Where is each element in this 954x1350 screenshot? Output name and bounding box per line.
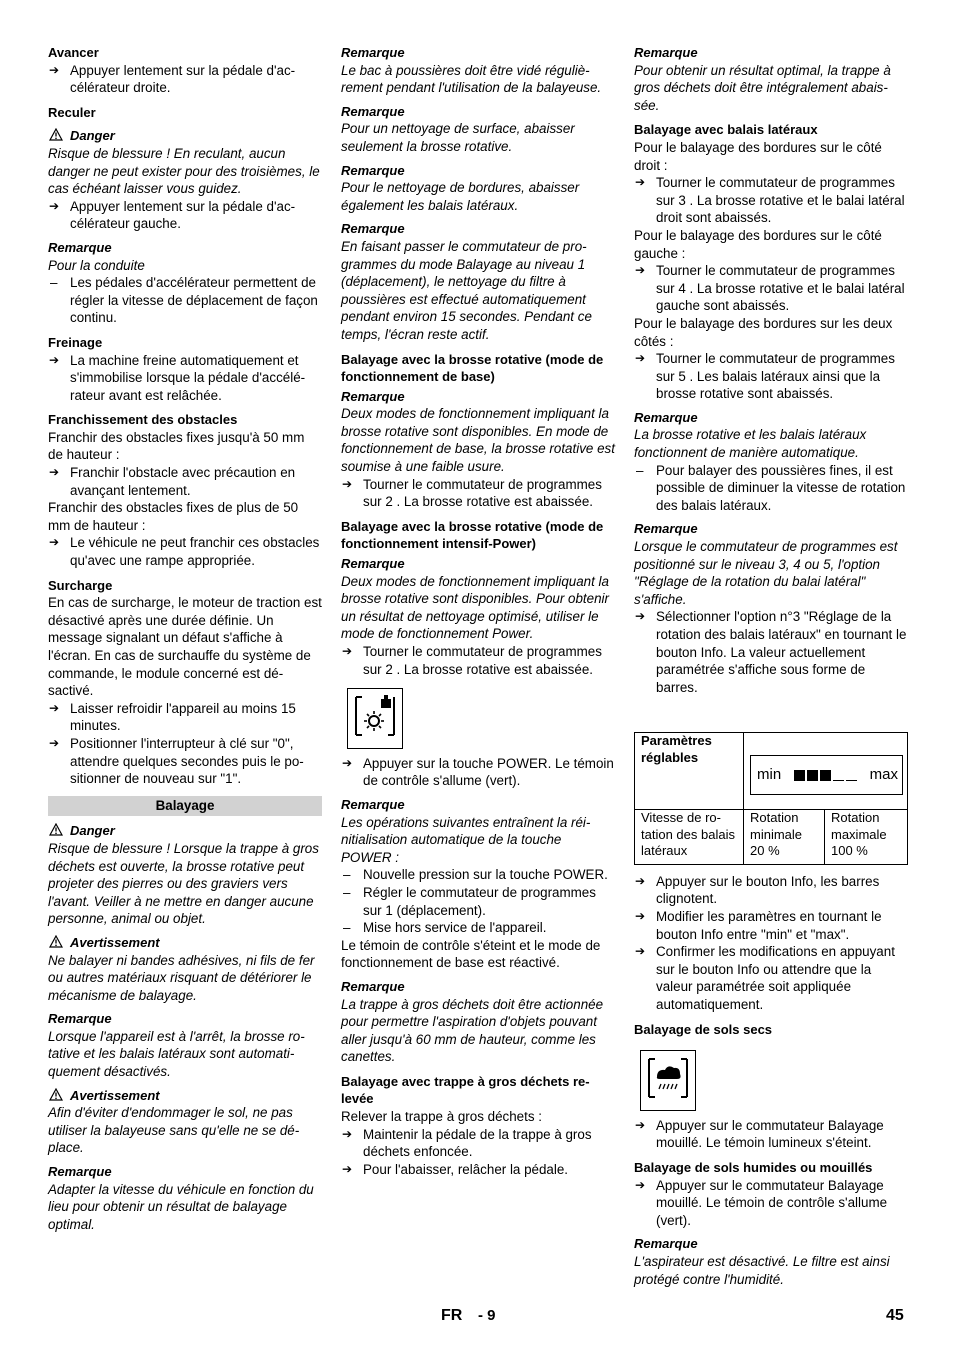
- step: ➔ Appuyer sur le commutateur Balayage mouillé. Le témoin lumineux s'éteint.: [634, 1117, 908, 1152]
- paragraph: Le témoin de contrôle s'éteint et le mode de fonctionnement de base est réactivé.: [341, 937, 601, 971]
- step: ➔ Pour l'abaisser, relâcher la pédale.: [341, 1161, 615, 1179]
- remarque-text: Deux modes de fonctionnement impliquant la brosse rotative sont disponibles. En mode de fonctionnement de base, la brosse rotative est soumise à une faible usure.: [341, 406, 615, 475]
- list-item: – Nouvelle pression sur la touche POWER.: [341, 866, 615, 884]
- footer-local-page: - 9: [478, 1307, 496, 1324]
- footer-page-number: 45: [886, 1307, 904, 1324]
- bar-filled: [820, 770, 831, 781]
- step: ➔ Franchir l'obstacle avec précaution en avançant lentement.: [48, 464, 322, 499]
- list-item: – Régler le commutateur de programmes sur 1 (déplacement).: [341, 884, 615, 919]
- paragraph: Pour le balayage des bordures sur le côté gauche :: [634, 227, 882, 261]
- remarque-label: Remarque: [48, 1011, 112, 1027]
- heading-trappe: Balayage avec trappe à gros déchets relevée: [341, 1073, 590, 1107]
- column-2: [341, 44, 615, 1178]
- max-label: max: [869, 766, 898, 784]
- paragraph: Pour le balayage des bordures sur le côté droit :: [634, 139, 882, 173]
- heading-sols-humides: Balayage de sols humides ou mouillés: [634, 1160, 873, 1175]
- heading-reculer: Reculer: [48, 104, 96, 120]
- remarque-label: Remarque: [634, 1236, 698, 1252]
- avertissement-label: Avertissement: [48, 1087, 322, 1105]
- step: ➔ Tourner le commutateur de programmes sur 2 . La brosse rotative est abaissée.: [341, 643, 615, 678]
- bar-display: [750, 755, 903, 795]
- step: ➔ Tourner le commutateur de programmes sur 2 . La brosse rotative est abaissée.: [341, 476, 615, 511]
- paragraph: Franchir des obstacles fixes de plus de 50 mm de hauteur :: [48, 500, 299, 533]
- step: ➔ Tourner le commutateur de programmes sur 4 . La brosse rotative et le balai latéral gauche sont abaissés.: [634, 262, 908, 315]
- remarque-text: Pour obtenir un résultat optimal, la trappe à gros déchets doit être intégralement abaissée.: [634, 62, 891, 113]
- wet-sweep-icon: [640, 1050, 696, 1111]
- remarque-label: Remarque: [634, 409, 698, 425]
- heading-surcharge: Surcharge: [48, 577, 113, 593]
- remarque-label: Remarque: [341, 556, 405, 572]
- step: ➔ Appuyer lentement sur la pédale d'accélérateur gauche.: [48, 198, 322, 233]
- heading-avancer: Avancer: [48, 45, 99, 60]
- remarque-label: Remarque: [341, 45, 405, 60]
- bar-empty: [846, 780, 857, 781]
- step: ➔ Appuyer lentement sur la pédale d'accélérateur droite.: [48, 62, 322, 97]
- remarque-text: L'aspirateur est désactivé. Le filtre est ainsi protégé contre l'humidité.: [634, 1253, 890, 1287]
- level-bars: [794, 770, 857, 781]
- parameters-table: [634, 732, 908, 865]
- remarque-text: En faisant passer le commutateur de programmes du mode Balayage au niveau 1 (déplacement), le nettoyage du filtre à poussières est effectué automatiquement pendant environ 15 secondes. Pendant ce temps, l'écran reste actif.: [341, 238, 592, 342]
- step: ➔ Appuyer sur le bouton Info, les barres clignotent.: [634, 873, 908, 908]
- remarque-text: Le bac à poussières doit être vidé régulièrement pendant l'utilisation de la balayeuse.: [341, 62, 602, 96]
- bar-display-cell: [744, 733, 908, 810]
- step: ➔ Modifier les paramètres en tournant le bouton Info entre "min" et "max".: [634, 908, 908, 943]
- warning-icon: [49, 1088, 63, 1101]
- remarque-label: Remarque: [634, 521, 698, 537]
- warning-icon: [49, 935, 63, 948]
- avertissement-text: Afin d'éviter d'endommager le sol, ne pas utiliser la balayeuse sans qu'elle ne se déplace.: [48, 1105, 300, 1156]
- step: ➔ Tourner le commutateur de programmes sur 5 . Les balais latéraux ainsi que la brosse rotative sont abaissés.: [634, 350, 908, 403]
- remarque-label: Remarque: [341, 978, 405, 994]
- remarque-label: Remarque: [341, 221, 405, 237]
- warning-icon: [49, 128, 63, 141]
- danger-text: Risque de blessure ! En reculant, aucun danger ne peut exister pour des troisièmes, le cas échéant laisser vous guidez.: [48, 145, 320, 197]
- remarque-text: La brosse rotative et les balais latéraux fonctionnent de manière automatique.: [634, 427, 867, 461]
- min-label: min: [757, 766, 782, 784]
- warning-icon: [49, 823, 63, 836]
- remarque-text: Pour un nettoyage de surface, abaisser seulement la brosse rotative.: [341, 121, 575, 154]
- avertissement-text: Ne balayer ni bandes adhésives, ni fils de fer ou autres matériaux risquant de détériorer le mécanisme de balayage.: [48, 952, 315, 1003]
- list-item: – Les pédales d'accélérateur permettent de régler la vitesse de déplacement de façon continu.: [48, 274, 322, 327]
- paragraph: En cas de surcharge, le moteur de traction est désactivé après une durée définie. Un message signalant un défaut s'affiche à l'écran. En cas de surchauffe du système de commande, le module concerné est désactivé.: [48, 595, 322, 699]
- remarque-text: Les opérations suivantes entraînent la réinitialisation automatique de la touche POWER :: [341, 814, 591, 865]
- heading-obstacles: Franchissement des obstacles: [48, 412, 238, 428]
- danger-text: Risque de blessure ! Lorsque la trappe à gros déchets est ouverte, la brosse rotative peut projeter des pierres ou des graviers vers l'avant. Veiller à ne mettre en danger aucune personne, animal ou objet.: [48, 840, 319, 927]
- remarque-label: Remarque: [341, 103, 405, 119]
- remarque-text: Lorsque l'appareil est à l'arrêt, la brosse rotative et les balais latéraux sont automatiquement désactivés.: [48, 1028, 305, 1080]
- remarque-text: Adapter la vitesse du véhicule en fonction du lieu pour obtenir un résultat de balayage optimal.: [48, 1181, 314, 1232]
- remarque-label: Remarque: [341, 796, 405, 812]
- step: ➔ Le véhicule ne peut franchir ces obstacles qu'avec une rampe appropriée.: [48, 534, 322, 569]
- section-band-balayage: Balayage: [48, 796, 322, 817]
- remarque-text: Lorsque le commutateur de programmes est positionné sur le niveau 3, 4 ou 5, l'option "Réglage de la rotation du balai latéral" s'affiche.: [634, 539, 898, 607]
- remarque-label: Remarque: [341, 162, 405, 178]
- paragraph: Franchir des obstacles fixes jusqu'à 50 mm de hauteur :: [48, 429, 305, 463]
- step: ➔ Sélectionner l'option n°3 "Réglage de la rotation des balais latéraux" en tournant le bouton Info. La valeur actuellement paramétrée s'affiche sous forme de barres.: [634, 608, 908, 696]
- bar-filled: [807, 770, 818, 781]
- step: ➔ Appuyer sur le commutateur Balayage mouillé. Le témoin de contrôle s'allume (vert).: [634, 1177, 908, 1230]
- heading-power-mode: Balayage avec la brosse rotative (mode de fonctionnement intensif-Power): [341, 518, 604, 552]
- remarque-text: Deux modes de fonctionnement impliquant la brosse rotative sont disponibles. Pour obtenir un résultat de nettoyage optimisé, utiliser le mode de fonctionnement Power.: [341, 573, 609, 642]
- danger-label: Danger: [48, 127, 322, 145]
- paragraph: Relever la trappe à gros déchets :: [341, 1109, 542, 1125]
- remarque-label: Remarque: [48, 1164, 112, 1180]
- cell-max: Rotation maximale 100 %: [825, 810, 908, 865]
- column-1: [48, 44, 322, 1233]
- heading-freinage: Freinage: [48, 334, 103, 350]
- footer-lang: FR: [441, 1307, 463, 1324]
- list-item: – Mise hors service de l'appareil.: [341, 919, 615, 937]
- bar-empty: [833, 780, 844, 781]
- remarque-text: Pour le nettoyage de bordures, abaisser également les balais latéraux.: [341, 180, 580, 213]
- bar-filled: [794, 770, 805, 781]
- heading-sols-secs: Balayage de sols secs: [634, 1021, 773, 1037]
- table-header: Paramètres réglables: [635, 733, 744, 810]
- step: ➔ Confirmer les modifications en appuyant sur le bouton Info ou attendre que la valeur paramétrée soit appliquée automatiquement.: [634, 943, 908, 1013]
- step: ➔ Positionner l'interrupteur à clé sur "0", attendre quelques secondes puis le positionner de nouveau sur "1".: [48, 735, 322, 788]
- step: ➔ Appuyer sur la touche POWER. Le témoin de contrôle s'allume (vert).: [341, 755, 615, 790]
- power-brush-icon: [347, 688, 403, 749]
- list-item: – Pour balayer des poussières fines, il est possible de diminuer la vitesse de rotation des balais latéraux.: [634, 462, 908, 515]
- heading-base-mode: Balayage avec la brosse rotative (mode de fonctionnement de base): [341, 351, 604, 385]
- danger-label: Danger: [48, 822, 322, 840]
- row-label: Vitesse de rotation des balais latéraux: [635, 810, 744, 865]
- remarque-label: Remarque: [341, 388, 405, 404]
- avertissement-label: Avertissement: [48, 934, 322, 952]
- remarque-label: Remarque: [634, 45, 698, 60]
- remarque-label: Remarque: [48, 239, 112, 255]
- step: ➔ Maintenir la pédale de la trappe à gros déchets enfoncée.: [341, 1126, 615, 1161]
- step: ➔ Laisser refroidir l'appareil au moins 15 minutes.: [48, 700, 322, 735]
- cell-min: Rotation minimale 20 %: [744, 810, 825, 865]
- step: ➔ Tourner le commutateur de programmes sur 3 . La brosse rotative et le balai latéral droit sont abaissés.: [634, 174, 908, 227]
- paragraph: Pour le balayage des bordures sur les deux côtés :: [634, 315, 893, 349]
- heading-balais-lateraux: Balayage avec balais latéraux: [634, 122, 818, 138]
- remarque-text: Pour la conduite: [48, 257, 145, 273]
- column-3: [634, 44, 908, 1288]
- remarque-text: La trappe à gros déchets doit être actionnée pour permettre l'aspiration d'objets pouvant aller jusqu'à 60 mm de hauteur, comme les canettes.: [341, 996, 604, 1065]
- step: ➔ La machine freine automatiquement et s'immobilise lorsque la pédale d'accélérateur avant est relâchée.: [48, 352, 322, 405]
